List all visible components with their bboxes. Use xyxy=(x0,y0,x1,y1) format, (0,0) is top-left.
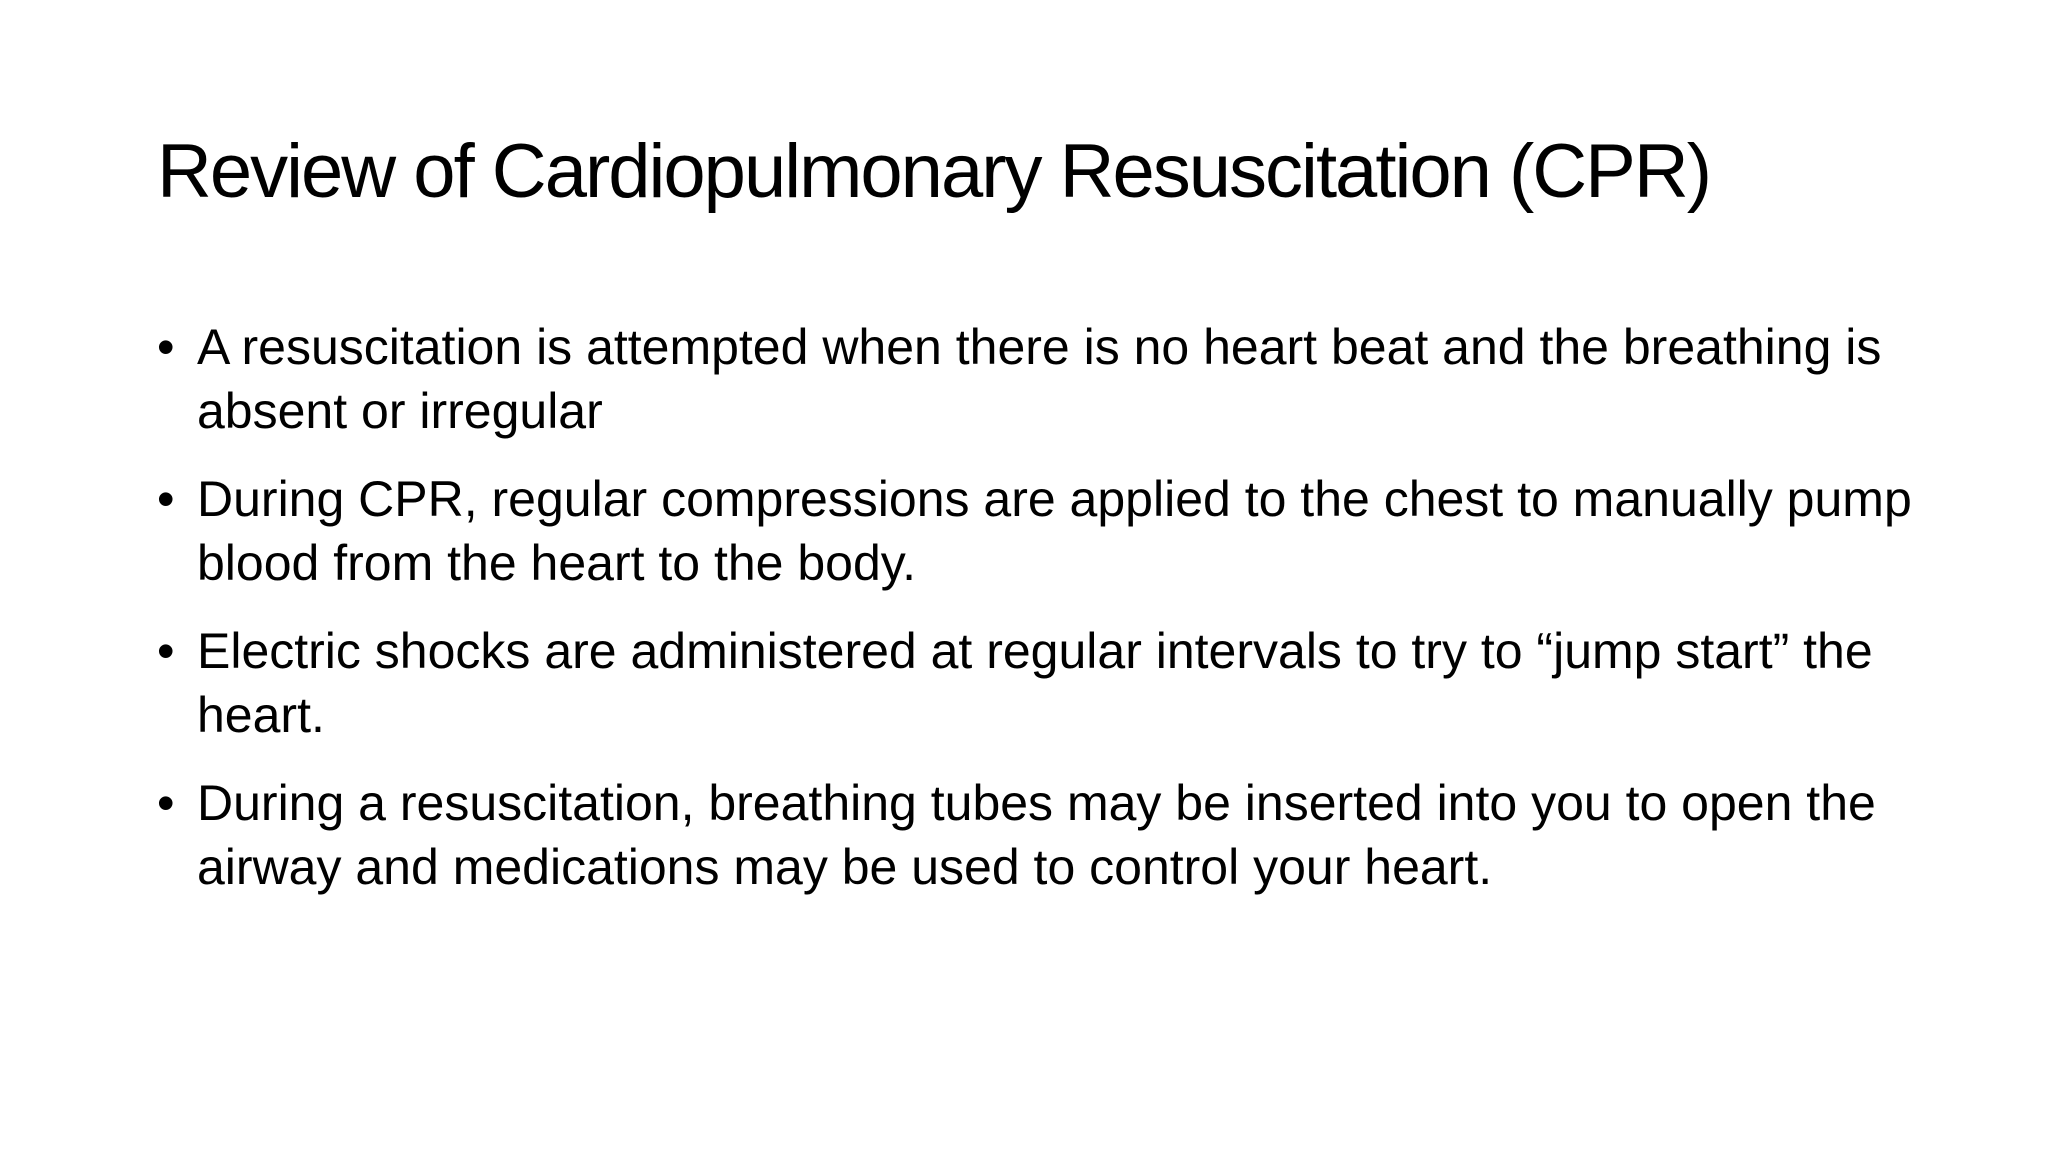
bullet-list xyxy=(157,315,1917,923)
bullet-item xyxy=(157,771,1917,899)
bullet-text: During CPR, regular compressions are applied to the chest to manually pump blood from the heart to the body. xyxy=(197,471,1912,591)
bullet-text: Electric shocks are administered at regular intervals to try to “jump start” the heart. xyxy=(197,623,1873,743)
slide-title: Review of Cardiopulmonary Resuscitation (CPR) xyxy=(157,129,1711,214)
bullet-item xyxy=(157,315,1917,443)
bullet-text: During a resuscitation, breathing tubes may be inserted into you to open the airway and medications may be used to control your heart. xyxy=(197,775,1876,895)
bullet-text: A resuscitation is attempted when there is no heart beat and the breathing is absent or irregular xyxy=(197,319,1882,439)
bullet-item xyxy=(157,467,1917,595)
bullet-icon: • xyxy=(157,471,175,527)
bullet-item xyxy=(157,619,1917,747)
bullet-icon: • xyxy=(157,775,175,831)
bullet-icon: • xyxy=(157,319,175,375)
bullet-icon: • xyxy=(157,623,175,679)
